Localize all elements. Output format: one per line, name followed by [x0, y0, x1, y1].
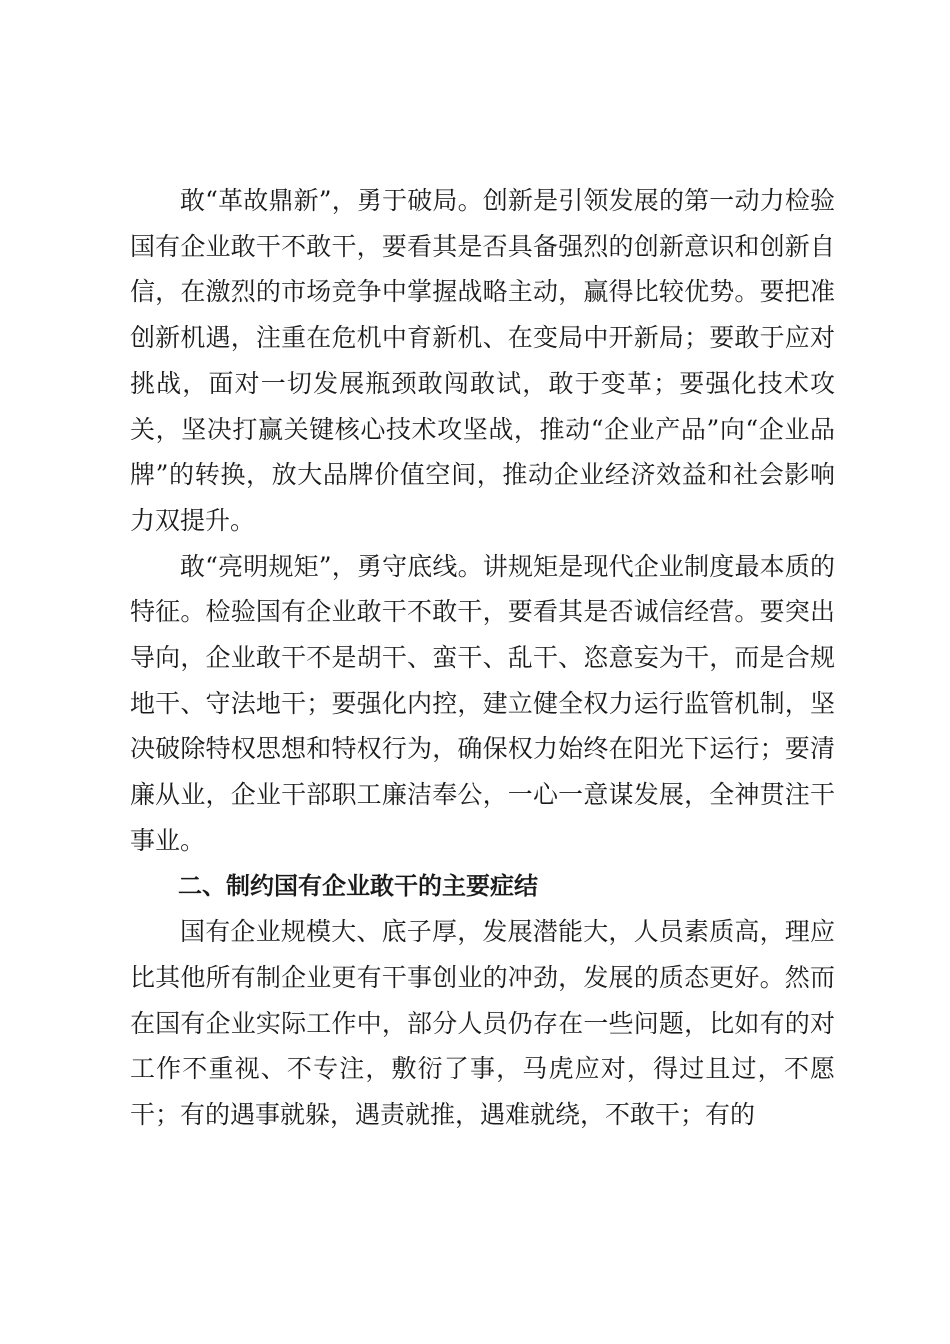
- paragraph-innovation: 敢“革故鼎新”，勇于破局。创新是引领发展的第一动力检验国有企业敢干不敢干，要看其是否具备强烈的创新意识和创新自信，在激烈的市场竞争中掌握战略主动，赢得比较优势。要把准创新机遇，注重在危机中育新机、在变局中开新局；要敢于应对挑战，面对一切发展瓶颈敢闯敢试，敢于变革；要强化技术攻关，坚决打赢关键核心技术攻坚战，推动“企业产品”向“企业品牌”的转换，放大品牌价值空间，推动企业经济效益和社会影响力双提升。: [130, 186, 835, 535]
- paragraph-problems: 国有企业规模大、底子厚，发展潜能大，人员素质高，理应比其他所有制企业更有干事创业的冲劲，发展的质态更好。然而在国有企业实际工作中，部分人员仍存在一些问题，比如有的对工作不重视、不专注，敷衍了事，马虎应对，得过且过，不愿干；有的遇事就躲，遇责就推，遇难就绕，不敢干；有的: [130, 917, 835, 1130]
- paragraph-rules: 敢“亮明规矩”，勇守底线。讲规矩是现代企业制度最本质的特征。检验国有企业敢干不敢干，要看其是否诚信经营。要突出导向，企业敢干不是胡干、蛮干、乱干、恣意妄为干，而是合规地干、守法地干；要强化内控，建立健全权力运行监管机制，坚决破除特权思想和特权行为，确保权力始终在阳光下运行；要清廉从业，企业干部职工廉洁奉公，一心一意谋发展，全神贯注干事业。: [130, 551, 835, 855]
- section-heading: 二、制约国有企业敢干的主要症结: [178, 871, 538, 900]
- document-body: [130, 178, 835, 1138]
